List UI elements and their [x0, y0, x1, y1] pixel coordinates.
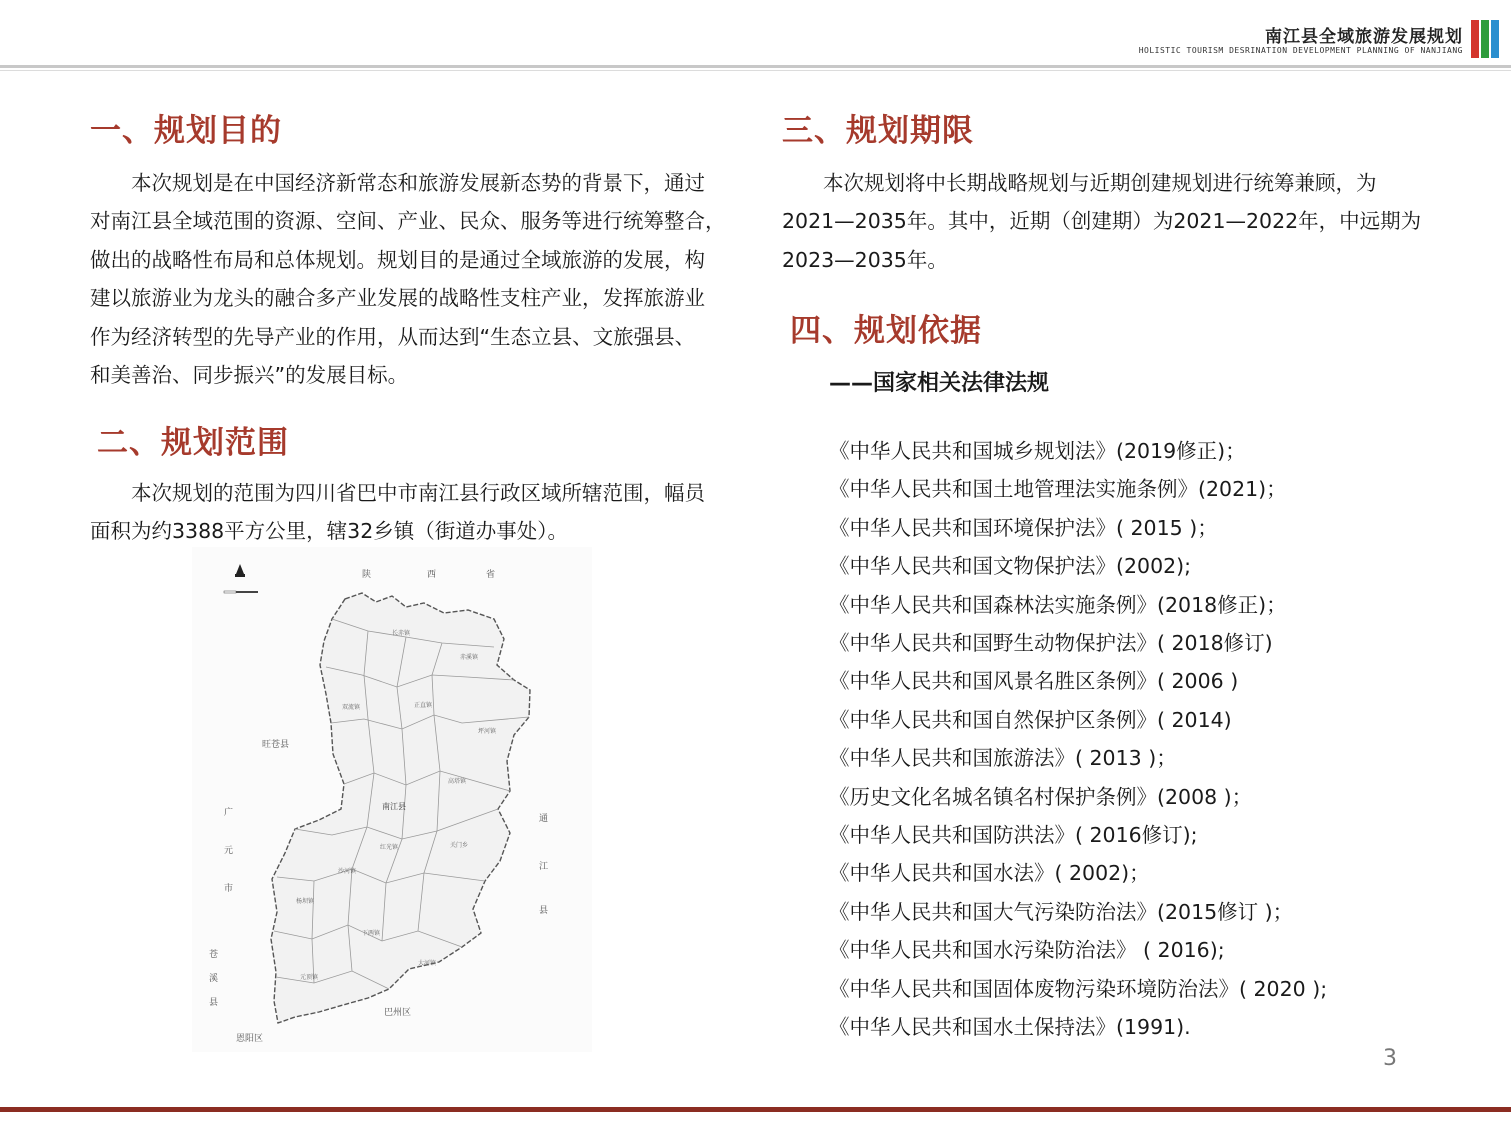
svg-text:陕: 陕	[362, 570, 372, 580]
svg-text:高塔镇: 高塔镇	[448, 778, 467, 785]
section1-line: 对南江县全域范围的资源、空间、产业、民众、服务等进行统筹整合，	[90, 209, 726, 234]
section1-line: 作为经济转型的先导产业的作用，从而达到“生态立县、文旅强县、	[90, 324, 696, 349]
law-list-item: 《中华人民共和国固体废物污染环境防治法》( 2020 );	[829, 976, 1328, 1001]
document-subtitle: HOLISTIC TOURISM DESRINATION DEVELOPMENT PLANNING OF NANJIANG	[1138, 46, 1463, 55]
svg-text:长赤镇: 长赤镇	[392, 630, 411, 637]
section1-line: 建以旅游业为龙头的融合多产业发展的战略性支柱产业，发挥旅游业	[90, 286, 705, 311]
section4-heading: 四、规划依据	[790, 313, 982, 349]
law-list-item: 《中华人民共和国水法》( 2002)；	[829, 861, 1150, 886]
law-list-item: 《中华人民共和国土地管理法实施条例》(2021)；	[829, 477, 1287, 502]
svg-text:关门乡: 关门乡	[450, 842, 469, 849]
section3-line: 2023—2035年。	[782, 247, 948, 272]
law-list	[829, 432, 1327, 1047]
section2-line: 面积为约3388平方公里，辖32乡镇（街道办事处）。	[90, 519, 569, 544]
svg-text:通: 通	[539, 814, 549, 824]
svg-text:市: 市	[224, 884, 234, 894]
svg-text:巴州区: 巴州区	[384, 1008, 412, 1018]
law-list-item: 《中华人民共和国风景名胜区条例》( 2006 )	[829, 669, 1239, 694]
law-list-item: 《中华人民共和国环境保护法》( 2015 )；	[829, 515, 1218, 540]
north-arrow-icon	[224, 564, 258, 593]
section1-paragraph	[90, 164, 750, 394]
document-title: 南江县全域旅游发展规划	[1265, 27, 1463, 47]
svg-text:溪: 溪	[209, 974, 219, 984]
svg-text:江: 江	[539, 862, 549, 872]
county-map	[192, 547, 592, 1052]
law-list-item: 《中华人民共和国水土保持法》(1991).	[829, 1015, 1191, 1040]
section1-line: 和美善治、同步振兴”的发展目标。	[90, 363, 409, 388]
header-divider-thin	[0, 70, 1511, 71]
section3-paragraph	[782, 164, 1462, 279]
section4-subheading: ——国家相关法律法规	[829, 371, 1050, 396]
svg-text:坪河镇: 坪河镇	[478, 728, 497, 735]
svg-text:杨坝镇: 杨坝镇	[296, 898, 315, 905]
law-list-item: 《历史文化名城名镇名村保护条例》(2008 )；	[829, 784, 1253, 809]
law-list-item: 《中华人民共和国森林法实施条例》(2018修正)；	[829, 592, 1287, 617]
county-map-svg	[192, 547, 592, 1052]
law-list-item: 《中华人民共和国城乡规划法》(2019修正)；	[829, 439, 1246, 463]
law-list-item: 《中华人民共和国大气污染防治法》(2015修订 )；	[829, 899, 1294, 924]
svg-text:大河镇: 大河镇	[418, 960, 437, 967]
section3-heading: 三、规划期限	[782, 113, 974, 149]
logo-bars-icon	[1471, 20, 1499, 58]
law-list-item: 《中华人民共和国文物保护法》(2002);	[829, 554, 1192, 579]
svg-text:下两镇: 下两镇	[362, 930, 381, 937]
law-list-item: 《中华人民共和国野生动物保护法》( 2018修订)	[829, 631, 1273, 656]
section1-line: 做出的战略性布局和总体规划。规划目的是通过全域旅游的发展，构	[90, 247, 705, 272]
svg-text:正直镇: 正直镇	[414, 702, 433, 709]
svg-text:县: 县	[539, 906, 549, 916]
section2-paragraph	[90, 474, 750, 551]
logo-bar-green	[1481, 20, 1489, 58]
svg-text:元: 元	[224, 846, 234, 856]
svg-text:元顶镇: 元顶镇	[300, 974, 319, 981]
section1-line: 本次规划是在中国经济新常态和旅游发展新态势的背景下，通过	[131, 171, 705, 195]
section3-line: 本次规划将中长期战略规划与近期创建规划进行统筹兼顾，为	[823, 171, 1377, 195]
page-number: 3	[1383, 1046, 1397, 1071]
section3-line: 2021—2035年。其中，近期（创建期）为2021—2022年，中远期为	[782, 209, 1422, 234]
section1-heading: 一、规划目的	[90, 113, 282, 149]
law-list-item: 《中华人民共和国旅游法》( 2013 )；	[829, 746, 1177, 771]
law-list-item: 《中华人民共和国自然保护区条例》( 2014)	[829, 707, 1232, 732]
logo-bar-blue	[1491, 20, 1499, 58]
svg-text:省: 省	[486, 570, 496, 580]
svg-text:赤溪镇: 赤溪镇	[460, 654, 479, 661]
law-list-item: 《中华人民共和国水污染防治法》 ( 2016);	[829, 938, 1225, 963]
svg-text:西: 西	[427, 570, 437, 580]
logo-bar-red	[1471, 20, 1479, 58]
footer-bar	[0, 1107, 1511, 1112]
svg-text:恩阳区: 恩阳区	[236, 1034, 264, 1044]
svg-text:沙河镇: 沙河镇	[338, 868, 357, 875]
svg-text:旺苍县: 旺苍县	[262, 740, 290, 750]
section2-heading: 二、规划范围	[97, 425, 289, 461]
svg-text:红光镇: 红光镇	[380, 844, 399, 851]
svg-text:双流镇: 双流镇	[342, 704, 361, 711]
svg-text:广: 广	[224, 808, 234, 818]
section2-line: 本次规划的范围为四川省巴中市南江县行政区域所辖范围，幅员	[131, 481, 705, 505]
law-list-item: 《中华人民共和国防洪法》( 2016修订);	[829, 823, 1198, 848]
header-divider	[0, 65, 1511, 68]
svg-text:南江县: 南江县	[382, 802, 406, 811]
svg-text:苍: 苍	[209, 950, 219, 960]
svg-text:县: 县	[209, 998, 219, 1008]
